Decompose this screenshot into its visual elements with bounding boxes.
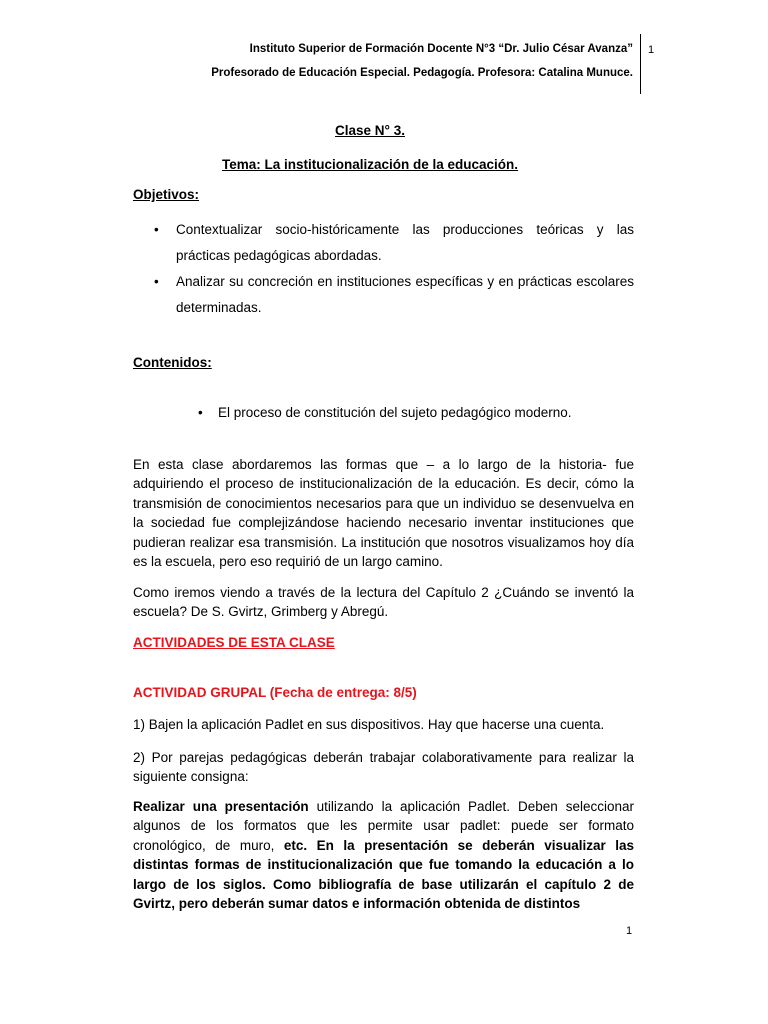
consigna-text: utilizando la aplicación Padlet. Deben seleccionar algunos de los formatos que les permite usar padlet: puede ser formato cronológico, de muro, (133, 799, 634, 853)
topic-title: Tema: La institucionalización de la educación. (221, 157, 519, 172)
header-divider (640, 34, 641, 94)
objetivos-heading: Objetivos: (133, 187, 200, 202)
list-item: • Analizar su concreción en instituciones específicas y en prácticas escolares determinadas. (133, 269, 634, 321)
objetivos-list (133, 217, 634, 321)
contenidos-list (175, 400, 634, 426)
step-2: 2) Por parejas pedagógicas deberán trabajar colaborativamente para realizar la siguiente consigna: (133, 750, 634, 785)
consigna-bold-2: etc. En la presentación se deberán visualizar las distintas formas de institucionalización que fue tomando la educación a lo largo de los siglos. Como bibliografía de base utilizarán el capítulo 2 de Gvirtz, pero deberán sumar datos e información obtenida de distintos (133, 837, 635, 912)
footer-page-number: 1 (626, 925, 633, 937)
header-course: Profesorado de Educación Especial. Pedagogía. Profesora: Catalina Munuce. (211, 67, 633, 79)
step-1: 1) Bajen la aplicación Padlet en sus dispositivos. Hay que hacerse una cuenta. (133, 717, 605, 732)
actividades-heading: ACTIVIDADES DE ESTA CLASE (133, 635, 335, 650)
consigna-paragraph (133, 797, 634, 913)
list-item: • El proceso de constitución del sujeto pedagógico moderno. (175, 400, 634, 426)
header-page-number: 1 (648, 44, 655, 56)
header-institution: Instituto Superior de Formación Docente N°3 “Dr. Julio César Avanza” (249, 43, 633, 55)
class-title: Clase N° 3. (335, 123, 405, 138)
reading-paragraph: Como iremos viendo a través de la lectura del Capítulo 2 ¿Cuándo se inventó la escuela? De S. Gvirtz, Grimberg y Abregú. (133, 585, 634, 620)
actividad-grupal-heading: ACTIVIDAD GRUPAL (Fecha de entrega: 8/5) (133, 685, 417, 700)
contenidos-heading: Contenidos: (133, 355, 212, 370)
list-item: • Contextualizar socio-históricamente las producciones teóricas y las prácticas pedagógicas abordadas. (133, 217, 634, 269)
consigna-bold-1: Realizar una presentación (133, 799, 309, 814)
intro-paragraph: En esta clase abordaremos las formas que – a lo largo de la historia- fue adquiriendo el proceso de institucionalización de la educación. Es decir, cómo la transmisión de conocimientos necesarios para que un individuo se desenvuelva en la sociedad fue complejizándose haciendo necesario inventar instituciones que pudieran realizar esa transmisión. La institución que nosotros visualizamos hoy día es la escuela, pero eso requirió de un largo camino. (133, 457, 634, 570)
